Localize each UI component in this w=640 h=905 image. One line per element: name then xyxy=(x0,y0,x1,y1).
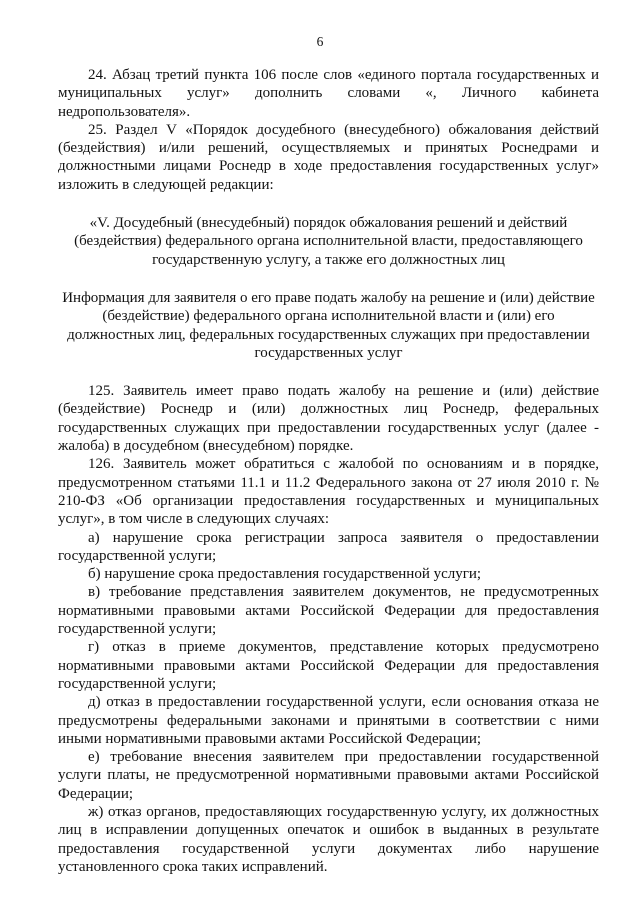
list-item-a: а) нарушение срока регистрации запроса заявителя о предоставлении государственной услуги; xyxy=(58,529,599,564)
page-number: 6 xyxy=(316,34,324,49)
paragraph-25: 25. Раздел V «Порядок досудебного (внесудебного) обжалования действий (бездействия) и/или решений, осуществляемых и принятых Роснедрами и должностными лицами Роснедр в ходе предоставления государственных услуг» изложить в следующей редакции: xyxy=(58,121,599,193)
list-item-e: е) требование внесения заявителем при предоставлении государственной услуги платы, не предусмотренной нормативными правовыми актами Российской Федерации; xyxy=(58,749,599,802)
list-item-zh: ж) отказ органов, предоставляющих государственную услугу, их должностных лиц в исправлении допущенных опечаток и ошибок в выданных в результате предоставления государственной услуги документах либо нарушение установленного срока таких исправлений. xyxy=(58,803,599,875)
section-heading: «V. Досудебный (внесудебный) порядок обжалования решений и действий (бездействия) федерального органа исполнительной власти, предоставляющего государственную услугу, а также его должностных лиц xyxy=(74,215,583,268)
list-item-g: г) отказ в приеме документов, представление которых предусмотрено нормативными правовыми актами Российской Федерации для предоставления государственной услуги; xyxy=(58,639,599,692)
paragraph-125: 125. Заявитель имеет право подать жалобу на решение и (или) действие (бездействие) Роснедр и (или) должностных лиц Роснедр, федеральных государственных служащих при предоставлении государственных услуг (далее - жалоба) в досудебном (внесудебном) порядке. xyxy=(58,383,599,455)
paragraph-24: 24. Абзац третий пункта 106 после слов «единого портала государственных и муниципальных услуг» дополнить словами «, Личного кабинета недропользователя». xyxy=(58,67,599,120)
subsection-heading: Информация для заявителя о его праве подать жалобу на решение и (или) действие (бездействие) федерального органа исполнительной власти и (или) его должностных лиц, федеральных государственных служащих при предоставлении государственных услуг xyxy=(62,289,595,361)
list-item-v: в) требование представления заявителем документов, не предусмотренных нормативными правовыми актами Российской Федерации для предоставления государственной услуги; xyxy=(58,584,599,638)
list-item-d: д) отказ в предоставлении государственной услуги, если основания отказа не предусмотрены федеральными законами и принятыми в соответствии с ними иными нормативными правовыми актами Российской Федерации; xyxy=(58,694,599,747)
paragraph-126: 126. Заявитель может обратиться с жалобой по основаниям и в порядке, предусмотренном статьями 11.1 и 11.2 Федерального закона от 27 июля 2010 г. № 210-ФЗ «Об организации предоставления государственных и муниципальных услуг», в том числе в следующих случаях: xyxy=(58,456,599,528)
document-body xyxy=(58,66,599,876)
list-item-b: б) нарушение срока предоставления государственной услуги; xyxy=(88,566,482,583)
